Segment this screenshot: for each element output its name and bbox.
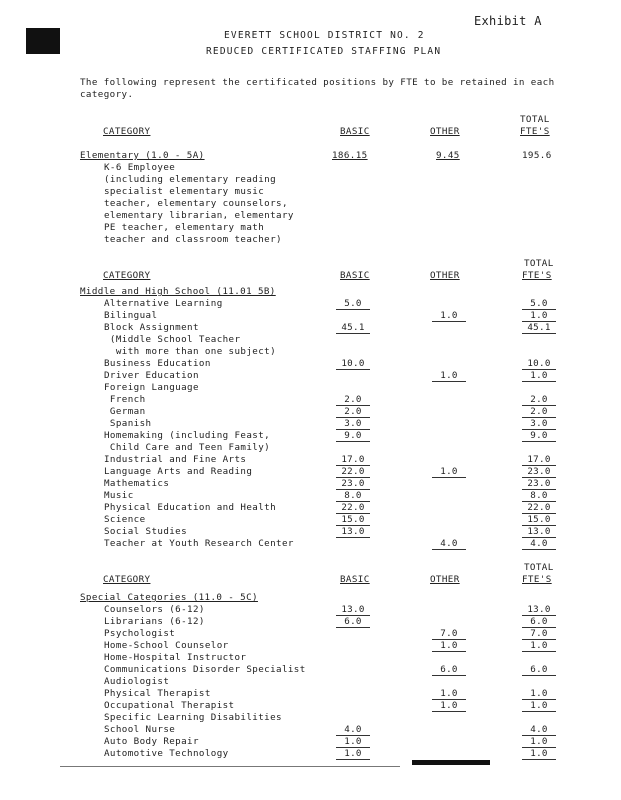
middle-high-basic-value: 23.0 xyxy=(341,478,365,489)
elementary-other: 9.45 xyxy=(436,150,460,161)
special-total-value: 1.0 xyxy=(530,700,548,711)
col-total-top: TOTAL xyxy=(520,114,550,125)
middle-high-basic-value: 17.0 xyxy=(341,454,365,465)
special-other-value: 1.0 xyxy=(440,640,458,651)
col-other: OTHER xyxy=(430,126,460,137)
special-row-label: Librarians (6-12) xyxy=(104,616,205,627)
col-total-top-3: TOTAL xyxy=(524,562,554,573)
middle-high-total-value: 3.0 xyxy=(530,418,548,429)
middle-high-basic-value: 8.0 xyxy=(344,490,362,501)
intro-line-1: The following represent the certificated positions by FTE to be retained in each xyxy=(80,77,555,88)
middle-high-row-label: (Middle School Teacher xyxy=(104,334,241,345)
middle-high-total-value: 1.0 xyxy=(530,310,548,321)
middle-high-row-label: Child Care and Teen Family) xyxy=(104,442,271,453)
special-basic-underline xyxy=(336,627,370,628)
elementary-desc-line: teacher and classroom teacher) xyxy=(104,234,282,245)
middle-high-basic-value: 5.0 xyxy=(344,298,362,309)
header-line-2: REDUCED CERTIFICATED STAFFING PLAN xyxy=(206,46,442,57)
elementary-desc-line: K-6 Employee xyxy=(104,162,176,173)
special-total-value: 4.0 xyxy=(530,724,548,735)
col-other-2: OTHER xyxy=(430,270,460,281)
middle-high-other-value: 1.0 xyxy=(440,370,458,381)
special-basic-value: 6.0 xyxy=(344,616,362,627)
middle-high-basic-value: 2.0 xyxy=(344,394,362,405)
special-row-label: School Nurse xyxy=(104,724,176,735)
middle-high-basic-value: 22.0 xyxy=(341,466,365,477)
special-other-value: 7.0 xyxy=(440,628,458,639)
special-total-underline xyxy=(522,675,556,676)
bottom-rule xyxy=(60,766,400,767)
middle-high-row-label: Mathematics xyxy=(104,478,170,489)
middle-high-row-label: Foreign Language xyxy=(104,382,199,393)
middle-high-other-underline xyxy=(432,477,466,478)
elementary-desc-line: teacher, elementary counselors, xyxy=(104,198,288,209)
special-total-value: 1.0 xyxy=(530,688,548,699)
middle-high-row-label: Industrial and Fine Arts xyxy=(104,454,247,465)
special-basic-value: 1.0 xyxy=(344,748,362,759)
middle-high-basic-value: 2.0 xyxy=(344,406,362,417)
middle-high-row-label: with more than one subject) xyxy=(104,346,277,357)
special-basic-value: 13.0 xyxy=(341,604,365,615)
middle-high-total-value: 45.1 xyxy=(527,322,551,333)
middle-high-total-value: 22.0 xyxy=(527,502,551,513)
col-category-3: CATEGORY xyxy=(103,574,151,585)
middle-high-other-value: 1.0 xyxy=(440,310,458,321)
middle-high-row-label: Bilingual xyxy=(104,310,158,321)
col-basic-2: BASIC xyxy=(340,270,370,281)
col-fte: FTE'S xyxy=(520,126,550,137)
middle-high-total-value: 23.0 xyxy=(527,466,551,477)
middle-high-total-value: 2.0 xyxy=(530,394,548,405)
special-row-label: Communications Disorder Specialist xyxy=(104,664,306,675)
middle-high-basic-value: 13.0 xyxy=(341,526,365,537)
col-category: CATEGORY xyxy=(103,126,151,137)
middle-high-total-value: 23.0 xyxy=(527,478,551,489)
middle-high-other-underline xyxy=(432,381,466,382)
col-total-top-2: TOTAL xyxy=(524,258,554,269)
special-other-value: 1.0 xyxy=(440,700,458,711)
special-row-label: Automotive Technology xyxy=(104,748,229,759)
middle-high-total-value: 5.0 xyxy=(530,298,548,309)
middle-high-total-underline xyxy=(522,333,556,334)
middle-high-basic-value: 22.0 xyxy=(341,502,365,513)
elementary-total: 195.6 xyxy=(522,150,552,161)
elementary-basic: 186.15 xyxy=(332,150,368,161)
special-other-value: 1.0 xyxy=(440,688,458,699)
middle-high-total-underline xyxy=(522,441,556,442)
middle-high-row-label: Physical Education and Health xyxy=(104,502,277,513)
middle-high-total-value: 15.0 xyxy=(527,514,551,525)
special-total-value: 1.0 xyxy=(530,748,548,759)
middle-high-row-label: Music xyxy=(104,490,134,501)
special-row-label: Psychologist xyxy=(104,628,176,639)
middle-high-basic-value: 9.0 xyxy=(344,430,362,441)
elementary-desc-line: PE teacher, elementary math xyxy=(104,222,265,233)
middle-high-row-label: Language Arts and Reading xyxy=(104,466,253,477)
middle-high-basic-underline xyxy=(336,333,370,334)
special-basic-underline xyxy=(336,759,370,760)
special-total-underline xyxy=(522,651,556,652)
special-row-label: Occupational Therapist xyxy=(104,700,235,711)
elementary-desc-line: (including elementary reading xyxy=(104,174,277,185)
special-other-underline xyxy=(432,711,466,712)
special-row-label: Home-School Counselor xyxy=(104,640,229,651)
middle-high-basic-underline xyxy=(336,309,370,310)
elementary-desc-line: specialist elementary music xyxy=(104,186,265,197)
special-other-value: 6.0 xyxy=(440,664,458,675)
middle-high-row-label: Block Assignment xyxy=(104,322,199,333)
scan-artifact-bar xyxy=(412,760,490,765)
special-total-value: 7.0 xyxy=(530,628,548,639)
special-row-label: Physical Therapist xyxy=(104,688,211,699)
col-fte-3: FTE'S xyxy=(522,574,552,585)
middle-high-row-label: Social Studies xyxy=(104,526,188,537)
special-other-underline xyxy=(432,675,466,676)
intro-line-2: category. xyxy=(80,89,134,100)
middle-high-other-underline xyxy=(432,321,466,322)
middle-high-total-underline xyxy=(522,381,556,382)
redaction-block xyxy=(26,28,60,54)
special-total-value: 13.0 xyxy=(527,604,551,615)
middle-high-basic-value: 45.1 xyxy=(341,322,365,333)
middle-high-total-value: 2.0 xyxy=(530,406,548,417)
special-total-underline xyxy=(522,711,556,712)
middle-high-row-label: French xyxy=(104,394,146,405)
middle-high-row-label: Alternative Learning xyxy=(104,298,223,309)
special-total-value: 1.0 xyxy=(530,736,548,747)
special-row-label: Home-Hospital Instructor xyxy=(104,652,247,663)
special-total-value: 1.0 xyxy=(530,640,548,651)
middle-high-basic-underline xyxy=(336,441,370,442)
middle-high-total-value: 9.0 xyxy=(530,430,548,441)
col-fte-2: FTE'S xyxy=(522,270,552,281)
middle-high-total-value: 10.0 xyxy=(527,358,551,369)
col-basic: BASIC xyxy=(340,126,370,137)
middle-high-basic-underline xyxy=(336,369,370,370)
middle-high-basic-value: 3.0 xyxy=(344,418,362,429)
special-row-label: Specific Learning Disabilities xyxy=(104,712,282,723)
section-middle-high-title: Middle and High School (11.01 5B) xyxy=(80,286,276,297)
elementary-desc-line: elementary librarian, elementary xyxy=(104,210,294,221)
middle-high-other-value: 4.0 xyxy=(440,538,458,549)
middle-high-row-label: Business Education xyxy=(104,358,211,369)
section-elementary-title: Elementary (1.0 - 5A) xyxy=(80,150,205,161)
special-total-value: 6.0 xyxy=(530,616,548,627)
exhibit-label: Exhibit A xyxy=(474,14,542,28)
col-basic-3: BASIC xyxy=(340,574,370,585)
middle-high-other-value: 1.0 xyxy=(440,466,458,477)
middle-high-row-label: Homemaking (including Feast, xyxy=(104,430,271,441)
middle-high-row-label: German xyxy=(104,406,146,417)
middle-high-basic-value: 10.0 xyxy=(341,358,365,369)
middle-high-other-underline xyxy=(432,549,466,550)
middle-high-row-label: Science xyxy=(104,514,146,525)
col-category-2: CATEGORY xyxy=(103,270,151,281)
section-special-title: Special Categories (11.0 - 5C) xyxy=(80,592,258,603)
middle-high-basic-value: 15.0 xyxy=(341,514,365,525)
middle-high-total-value: 1.0 xyxy=(530,370,548,381)
col-other-3: OTHER xyxy=(430,574,460,585)
middle-high-total-value: 13.0 xyxy=(527,526,551,537)
middle-high-total-underline xyxy=(522,549,556,550)
middle-high-total-value: 4.0 xyxy=(530,538,548,549)
middle-high-total-value: 17.0 xyxy=(527,454,551,465)
special-row-label: Audiologist xyxy=(104,676,170,687)
middle-high-row-label: Driver Education xyxy=(104,370,199,381)
special-row-label: Auto Body Repair xyxy=(104,736,199,747)
middle-high-total-value: 8.0 xyxy=(530,490,548,501)
special-total-underline xyxy=(522,759,556,760)
special-row-label: Counselors (6-12) xyxy=(104,604,205,615)
special-basic-value: 1.0 xyxy=(344,736,362,747)
special-other-underline xyxy=(432,651,466,652)
header-line-1: EVERETT SCHOOL DISTRICT NO. 2 xyxy=(224,30,425,41)
middle-high-basic-underline xyxy=(336,537,370,538)
middle-high-row-label: Spanish xyxy=(104,418,152,429)
special-total-value: 6.0 xyxy=(530,664,548,675)
special-basic-value: 4.0 xyxy=(344,724,362,735)
middle-high-row-label: Teacher at Youth Research Center xyxy=(104,538,294,549)
